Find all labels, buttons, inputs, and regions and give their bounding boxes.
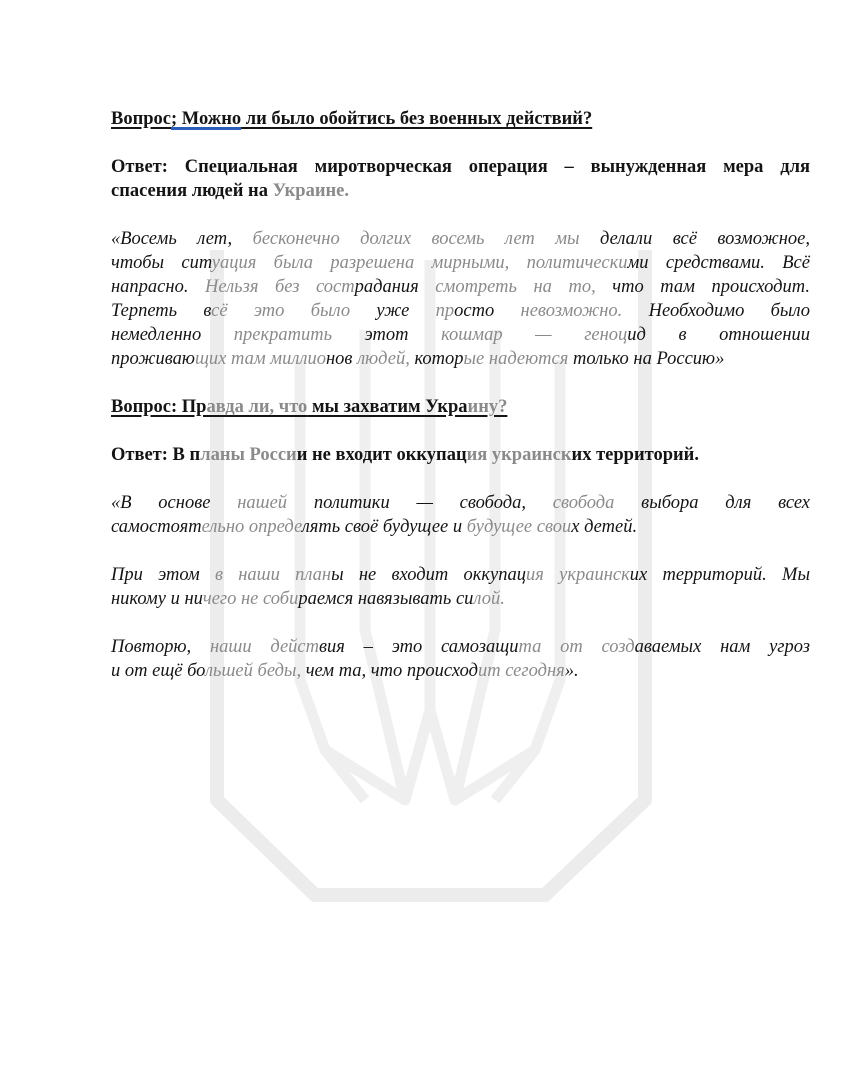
text-segment: ланы Росси — [200, 445, 297, 465]
text-segment: политики — свобода, — [313, 493, 553, 513]
text-segment: лять своё будущее и — [301, 517, 467, 537]
quote-line — [111, 587, 810, 611]
quote-line — [111, 491, 810, 515]
text-segment: немедленно — [111, 325, 234, 345]
text-segment: ит сегодня — [477, 661, 565, 681]
text-segment: никому и ни — [111, 589, 203, 609]
answer-line — [111, 179, 810, 203]
text-segment: их территорий. — [571, 445, 699, 465]
text-segment: ия украинск — [466, 445, 572, 465]
text-segment: нашей — [237, 493, 314, 513]
text-segment: Вопрос: Пр — [111, 397, 207, 417]
text-segment: что там происходит. — [612, 277, 810, 297]
answer-line — [111, 443, 810, 467]
text-segment: их территорий. Мы — [629, 565, 810, 585]
text-segment: спасения людей на — [111, 181, 273, 201]
text-segment: людей, — [357, 349, 415, 369]
text-segment: чем та, что происход — [305, 661, 478, 681]
text-segment: в наши план — [214, 565, 332, 585]
text-segment: наши дейст — [209, 637, 319, 657]
text-segment: радания — [354, 277, 436, 297]
text-segment: напрасно. — [111, 277, 205, 297]
text-segment: ». — [564, 661, 579, 681]
text-segment: ину? — [467, 397, 508, 417]
text-segment: х детей. — [571, 517, 638, 537]
quote-line — [111, 275, 810, 299]
text-segment: Украине. — [272, 181, 349, 201]
text-segment: ельно опреде — [201, 517, 302, 537]
text-segment: Ответ: Специальная миротворческая операция – вынужденная мера для — [111, 157, 810, 177]
text-segment: ли было обойтись без военных действий? — [241, 109, 593, 129]
text-segment: Терпеть в — [111, 301, 212, 321]
quote-line — [111, 635, 810, 659]
text-segment: При этом — [111, 565, 215, 585]
text-segment: вия – это самозащи — [319, 637, 519, 657]
text-segment: осто — [454, 301, 521, 321]
text-segment: сё это было — [211, 301, 377, 321]
text-segment: ми средствами. Всё — [627, 253, 810, 273]
quote-line — [111, 227, 810, 251]
text-segment: этот — [364, 325, 442, 345]
text-segment: невозможно. — [520, 301, 649, 321]
text-segment: «В основе — [111, 493, 238, 513]
quote-line — [111, 515, 810, 539]
quote-line — [111, 659, 810, 683]
text-segment: Необходимо было — [648, 301, 810, 321]
text-segment: проживаю — [111, 349, 195, 369]
text-segment: смотреть на то, — [435, 277, 613, 297]
quote-line — [111, 347, 810, 371]
text-segment: чтобы сит — [111, 253, 212, 273]
text-segment: та от — [518, 637, 583, 657]
text-segment: самостоят — [111, 517, 202, 537]
text-segment: нов — [325, 349, 358, 369]
text-segment: Ответ: В п — [111, 445, 201, 465]
text-segment: чего не соби — [202, 589, 299, 609]
text-segment: бесконечно долгих восемь лет мы — [252, 229, 601, 249]
text-segment: будущее свои — [466, 517, 572, 537]
text-segment: прекратить — [233, 325, 365, 345]
quote-line — [111, 299, 810, 323]
text-segment: раемся навязывать си — [298, 589, 474, 609]
text-segment: щих там миллио — [194, 349, 326, 369]
text-segment: ; Можно — [171, 109, 242, 129]
text-segment: и не входит оккупац — [296, 445, 467, 465]
quote-line — [111, 563, 810, 587]
text-segment: ые надеются — [463, 349, 573, 369]
text-segment: льшей беды, — [204, 661, 306, 681]
text-segment: авда ли, что — [206, 397, 308, 417]
text-segment: Нельзя без сост — [205, 277, 355, 297]
text-segment: уже — [376, 301, 436, 321]
text-segment: Вопрос — [111, 109, 171, 129]
text-segment: ия украинск — [526, 565, 630, 585]
text-segment: пр — [435, 301, 455, 321]
text-segment: геноц — [584, 325, 628, 345]
text-segment: котор — [414, 349, 464, 369]
text-segment: выбора для всех — [641, 493, 811, 513]
text-segment: уация была разрешена мирными, политически — [211, 253, 628, 273]
text-segment: мы захватим Укра — [307, 397, 468, 417]
text-segment: свобода — [552, 493, 642, 513]
text-segment: ы не входит оккупац — [331, 565, 527, 585]
quote-line — [111, 251, 810, 275]
text-segment: и от ещё бо — [111, 661, 205, 681]
text-segment: «Восемь лет, — [111, 229, 253, 249]
text-segment: кошмар — — [441, 325, 585, 345]
question-line — [111, 395, 810, 419]
text-segment: созд — [582, 637, 635, 657]
quote-line — [111, 323, 810, 347]
question-line — [111, 107, 810, 131]
text-segment: только на Россию» — [572, 349, 725, 369]
text-segment: Повторю, — [111, 637, 210, 657]
text-segment: делали всё возможное, — [600, 229, 810, 249]
text-segment: ид в отношении — [627, 325, 810, 345]
text-segment: аваемых нам угроз — [634, 637, 810, 657]
text-segment: лой. — [473, 589, 505, 609]
answer-line — [111, 155, 810, 179]
